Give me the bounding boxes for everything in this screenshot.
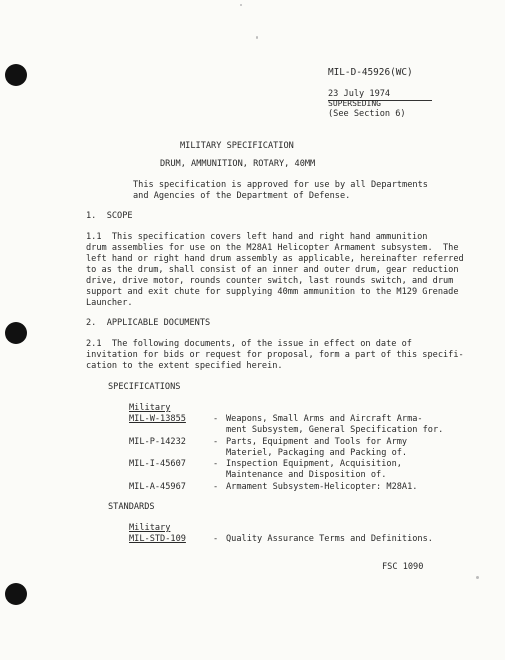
- approval-line-2: and Agencies of the Department of Defense.: [133, 191, 351, 201]
- spec-code: MIL-W-13855: [129, 414, 186, 424]
- scan-speck: [240, 4, 242, 6]
- scope-paragraph-line: 1.1 This specification covers left hand and right hand ammunition: [86, 232, 428, 242]
- spec-subject: DRUM, AMMUNITION, ROTARY, 40MM: [160, 159, 316, 169]
- standard-description: Quality Assurance Terms and Definitions.: [226, 534, 433, 544]
- specifications-military-label: Military: [129, 403, 171, 413]
- spec-code: MIL-A-45967: [129, 482, 186, 492]
- document-date: 23 July 1974: [328, 89, 391, 99]
- specifications-label: SPECIFICATIONS: [108, 382, 181, 392]
- scope-paragraph-line: to as the drum, shall consist of an inner and outer drum, gear reduction: [86, 265, 459, 275]
- fsc-code: FSC 1090: [382, 562, 424, 572]
- scan-speck: [476, 576, 479, 579]
- section-2-heading: 2. APPLICABLE DOCUMENTS: [86, 318, 211, 328]
- documents-paragraph-line: cation to the extent specified herein.: [86, 361, 283, 371]
- standards-label: STANDARDS: [108, 502, 155, 512]
- section-1-heading: 1. SCOPE: [86, 211, 133, 221]
- superseding-label: SUPERSEDING: [328, 99, 381, 108]
- punch-hole-bottom: [5, 583, 27, 605]
- scope-paragraph-line: drive, drive motor, rounds counter switch, last rounds switch, and drum: [86, 276, 454, 286]
- spec-title: MILITARY SPECIFICATION: [180, 141, 294, 151]
- documents-paragraph-line: invitation for bids or request for proposal, form a part of this specifi-: [86, 350, 464, 360]
- standard-code: MIL-STD-109: [129, 534, 186, 544]
- spec-code: MIL-P-14232: [129, 437, 186, 447]
- see-section-note: (See Section 6): [328, 109, 406, 119]
- documents-paragraph-line: 2.1 The following documents, of the issue in effect on date of: [86, 339, 412, 349]
- punch-hole-middle: [5, 322, 27, 344]
- approval-line-1: This specification is approved for use by all Departments: [133, 180, 428, 190]
- spec-description: Parts, Equipment and Tools for Army: [226, 437, 408, 447]
- scan-speck: [256, 36, 258, 39]
- scope-paragraph-line: Launcher.: [86, 298, 133, 308]
- standards-military-label: Military: [129, 523, 171, 533]
- spec-description: Armament Subsystem-Helicopter: M28A1.: [226, 482, 418, 492]
- spec-description: Materiel, Packaging and Packing of.: [226, 448, 408, 458]
- document-number: MIL-D-45926(WC): [328, 67, 413, 78]
- scope-paragraph-line: left hand or right hand drum assembly as applicable, hereinafter referred: [86, 254, 464, 264]
- document-page: MIL-D-45926(WC) 23 July 1974 SUPERSEDING (See Section 6) MILITARY SPECIFICATION DRUM, AMMUNITION, ROTARY, 40MM This specification is approved for use by all Departments and Agencies of the Department of Defense. 1. SCOPE 1.1 This specification covers left hand and right hand ammunition drum assemblies for use on the M28A1 Helicopter Armament subsystem. The left hand or right hand drum assembly as applicable, hereinafter referred to as the drum, shall consist of an inner and outer drum, gear reduction drive, drive motor, rounds counter switch, last rounds switch, and drum support and exit chute for supplying 40mm ammunition to the M129 Grenade Launcher. 2. APPLICABLE DOCUMENTS 2.1 The following documents, of the issue in effect on date of invitation for bids or request for proposal, form a part of this specifi- cation to the extent specified herein. SPECIFICATIONS Military MIL-W-13855 - Weapons, Small Arms and Aircraft Arma- ment Subsystem, General Specification for. MIL-P-14232 - Parts, Equipment and Tools for Army Materiel, Packaging and Packing of. MIL-I-45607 - Inspection Equipment, Acquisition, Maintenance and Disposition of. MIL-A-45967 - Armament Subsystem-Helicopter: M28A1. STANDARDS Military MIL-STD-109 - Quality Assurance Terms and Definitions. FSC 1090: [0, 0, 505, 660]
- spec-code: MIL-I-45607: [129, 459, 186, 469]
- spec-description: Maintenance and Disposition of.: [226, 470, 387, 480]
- scope-paragraph-line: drum assemblies for use on the M28A1 Helicopter Armament subsystem. The: [86, 243, 459, 253]
- scope-paragraph-line: support and exit chute for supplying 40mm ammunition to the M129 Grenade: [86, 287, 459, 297]
- spec-description: Inspection Equipment, Acquisition,: [226, 459, 402, 469]
- spec-description: ment Subsystem, General Specification for.: [226, 425, 444, 435]
- spec-description: Weapons, Small Arms and Aircraft Arma-: [226, 414, 423, 424]
- punch-hole-top: [5, 64, 27, 86]
